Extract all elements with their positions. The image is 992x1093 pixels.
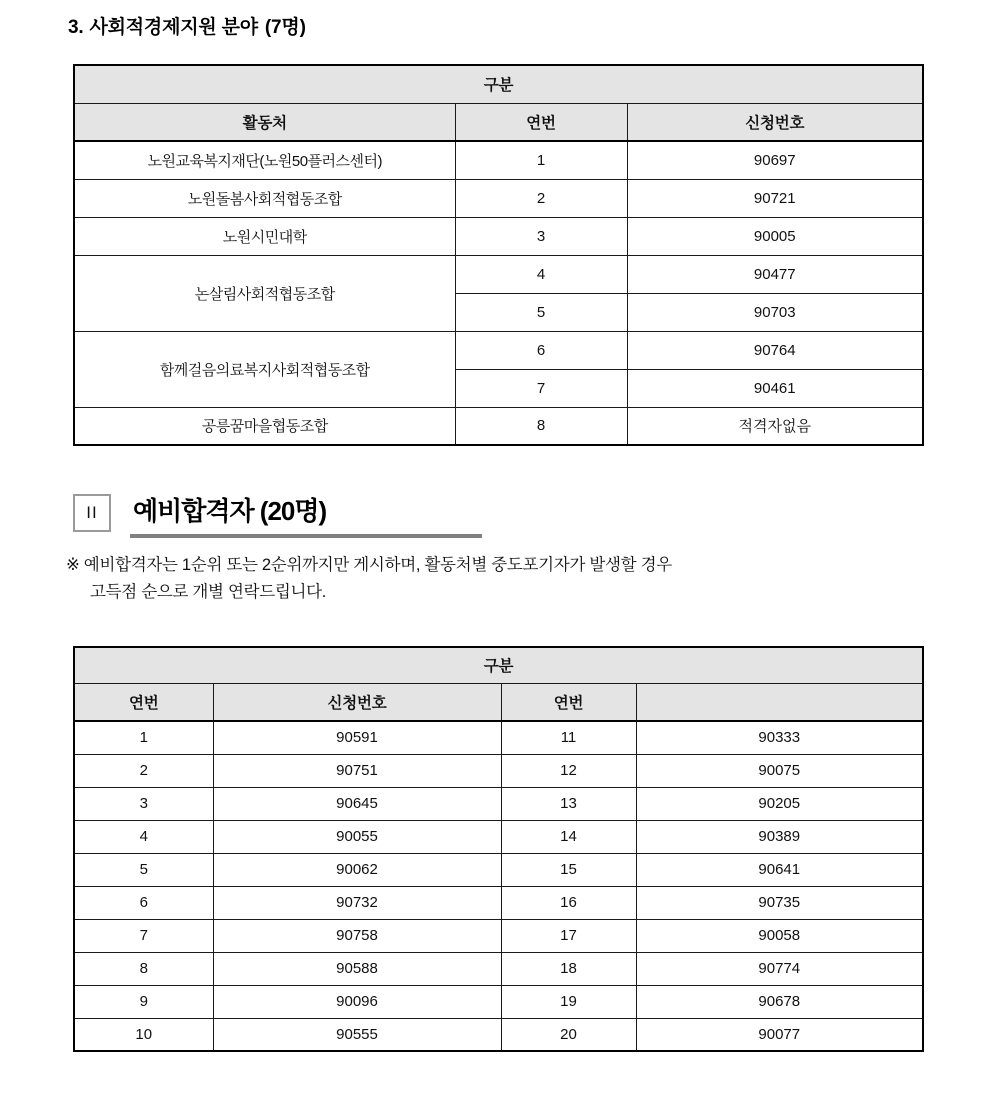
section3-heading bbox=[68, 12, 306, 39]
table-row bbox=[74, 787, 923, 820]
cell-no-right: 11 bbox=[501, 721, 636, 754]
cell-apply-no-left: 90732 bbox=[213, 886, 501, 919]
cell-apply-no-right: 90735 bbox=[636, 886, 923, 919]
table-row bbox=[74, 1018, 923, 1051]
cell-no: 1 bbox=[455, 141, 627, 179]
cell-apply-no-right: 90075 bbox=[636, 754, 923, 787]
table-row bbox=[74, 754, 923, 787]
cell-apply-no-right: 90774 bbox=[636, 952, 923, 985]
cell-no-left: 3 bbox=[74, 787, 213, 820]
note-line-2: 고득점 순으로 개별 연락드립니다. bbox=[90, 583, 327, 601]
table-row bbox=[74, 919, 923, 952]
cell-org: 논살림사회적협동조합 bbox=[74, 255, 455, 331]
section2-title: 예비합격자 (20명) bbox=[133, 496, 327, 526]
cell-apply-no: 90477 bbox=[627, 255, 923, 293]
successful-applicants-table bbox=[73, 64, 924, 446]
table-group-header-row bbox=[74, 647, 923, 683]
cell-apply-no: 90721 bbox=[627, 179, 923, 217]
cell-no-left: 6 bbox=[74, 886, 213, 919]
table-row bbox=[74, 820, 923, 853]
cell-no-right: 19 bbox=[501, 985, 636, 1018]
table-row bbox=[74, 853, 923, 886]
cell-apply-no-right: 90333 bbox=[636, 721, 923, 754]
cell-org: 노원돌봄사회적협동조합 bbox=[74, 179, 455, 217]
cell-apply-no-left: 90751 bbox=[213, 754, 501, 787]
column-header-apply-no: 신청번호 bbox=[627, 103, 923, 141]
table-row bbox=[74, 255, 923, 293]
column-header-org: 활동처 bbox=[74, 103, 455, 141]
note-line-1: ※ 예비합격자는 1순위 또는 2순위까지만 게시하며, 활동처별 중도포기자가 발생할 경우 bbox=[66, 556, 672, 574]
table-column-header-row bbox=[74, 683, 923, 721]
cell-apply-no-right: 90678 bbox=[636, 985, 923, 1018]
cell-apply-no: 적격자없음 bbox=[627, 407, 923, 445]
section2-heading-block bbox=[73, 492, 503, 548]
cell-no: 5 bbox=[455, 293, 627, 331]
cell-no: 4 bbox=[455, 255, 627, 293]
table-row bbox=[74, 331, 923, 369]
table-row bbox=[74, 407, 923, 445]
column-header-no-right: 연번 bbox=[501, 683, 636, 721]
column-header-no: 연번 bbox=[455, 103, 627, 141]
cell-apply-no-right: 90641 bbox=[636, 853, 923, 886]
waitlist-table bbox=[73, 646, 924, 1052]
cell-no-left: 7 bbox=[74, 919, 213, 952]
cell-org: 노원시민대학 bbox=[74, 217, 455, 255]
cell-org: 공릉꿈마을협동조합 bbox=[74, 407, 455, 445]
group-header-cell: 구분 bbox=[74, 647, 923, 683]
cell-no-left: 1 bbox=[74, 721, 213, 754]
cell-no: 2 bbox=[455, 179, 627, 217]
cell-no: 7 bbox=[455, 369, 627, 407]
cell-no-right: 13 bbox=[501, 787, 636, 820]
cell-no-left: 5 bbox=[74, 853, 213, 886]
cell-apply-no-left: 90588 bbox=[213, 952, 501, 985]
table-row bbox=[74, 217, 923, 255]
table-row bbox=[74, 886, 923, 919]
cell-org: 노원교육복지재단(노원50플러스센터) bbox=[74, 141, 455, 179]
group-header-cell: 구분 bbox=[74, 65, 923, 103]
cell-no-left: 8 bbox=[74, 952, 213, 985]
section2-badge: II bbox=[73, 494, 111, 532]
cell-apply-no-left: 90055 bbox=[213, 820, 501, 853]
cell-no-right: 17 bbox=[501, 919, 636, 952]
cell-apply-no: 90461 bbox=[627, 369, 923, 407]
table-row bbox=[74, 179, 923, 217]
cell-org: 함께걸음의료복지사회적협동조합 bbox=[74, 331, 455, 407]
cell-no-right: 18 bbox=[501, 952, 636, 985]
section3-number: 3. bbox=[68, 17, 84, 38]
table-row bbox=[74, 721, 923, 754]
cell-apply-no: 90764 bbox=[627, 331, 923, 369]
section2-underline-rule bbox=[130, 534, 482, 538]
cell-no-left: 9 bbox=[74, 985, 213, 1018]
cell-no-right: 16 bbox=[501, 886, 636, 919]
cell-apply-no: 90703 bbox=[627, 293, 923, 331]
cell-no-left: 10 bbox=[74, 1018, 213, 1051]
table-row bbox=[74, 141, 923, 179]
cell-apply-no-right: 90077 bbox=[636, 1018, 923, 1051]
cell-apply-no-left: 90555 bbox=[213, 1018, 501, 1051]
cell-no-right: 12 bbox=[501, 754, 636, 787]
cell-apply-no: 90005 bbox=[627, 217, 923, 255]
cell-apply-no-right: 90058 bbox=[636, 919, 923, 952]
cell-no-right: 15 bbox=[501, 853, 636, 886]
cell-no-left: 2 bbox=[74, 754, 213, 787]
cell-apply-no: 90697 bbox=[627, 141, 923, 179]
column-header-no-left: 연번 bbox=[74, 683, 213, 721]
cell-apply-no-left: 90096 bbox=[213, 985, 501, 1018]
cell-apply-no-left: 90758 bbox=[213, 919, 501, 952]
table-group-header-row bbox=[74, 65, 923, 103]
section3-title: 사회적경제지원 분야 bbox=[89, 17, 258, 38]
table-column-header-row bbox=[74, 103, 923, 141]
column-header-apply-no-right bbox=[636, 683, 923, 721]
section2-note bbox=[66, 552, 966, 606]
cell-apply-no-left: 90062 bbox=[213, 853, 501, 886]
cell-apply-no-right: 90389 bbox=[636, 820, 923, 853]
cell-no-right: 20 bbox=[501, 1018, 636, 1051]
cell-no: 8 bbox=[455, 407, 627, 445]
cell-no-right: 14 bbox=[501, 820, 636, 853]
column-header-apply-no-left: 신청번호 bbox=[213, 683, 501, 721]
cell-no: 3 bbox=[455, 217, 627, 255]
cell-no: 6 bbox=[455, 331, 627, 369]
section3-count: (7명) bbox=[264, 17, 306, 38]
cell-no-left: 4 bbox=[74, 820, 213, 853]
cell-apply-no-left: 90645 bbox=[213, 787, 501, 820]
table-row bbox=[74, 985, 923, 1018]
cell-apply-no-right: 90205 bbox=[636, 787, 923, 820]
table-row bbox=[74, 952, 923, 985]
cell-apply-no-left: 90591 bbox=[213, 721, 501, 754]
